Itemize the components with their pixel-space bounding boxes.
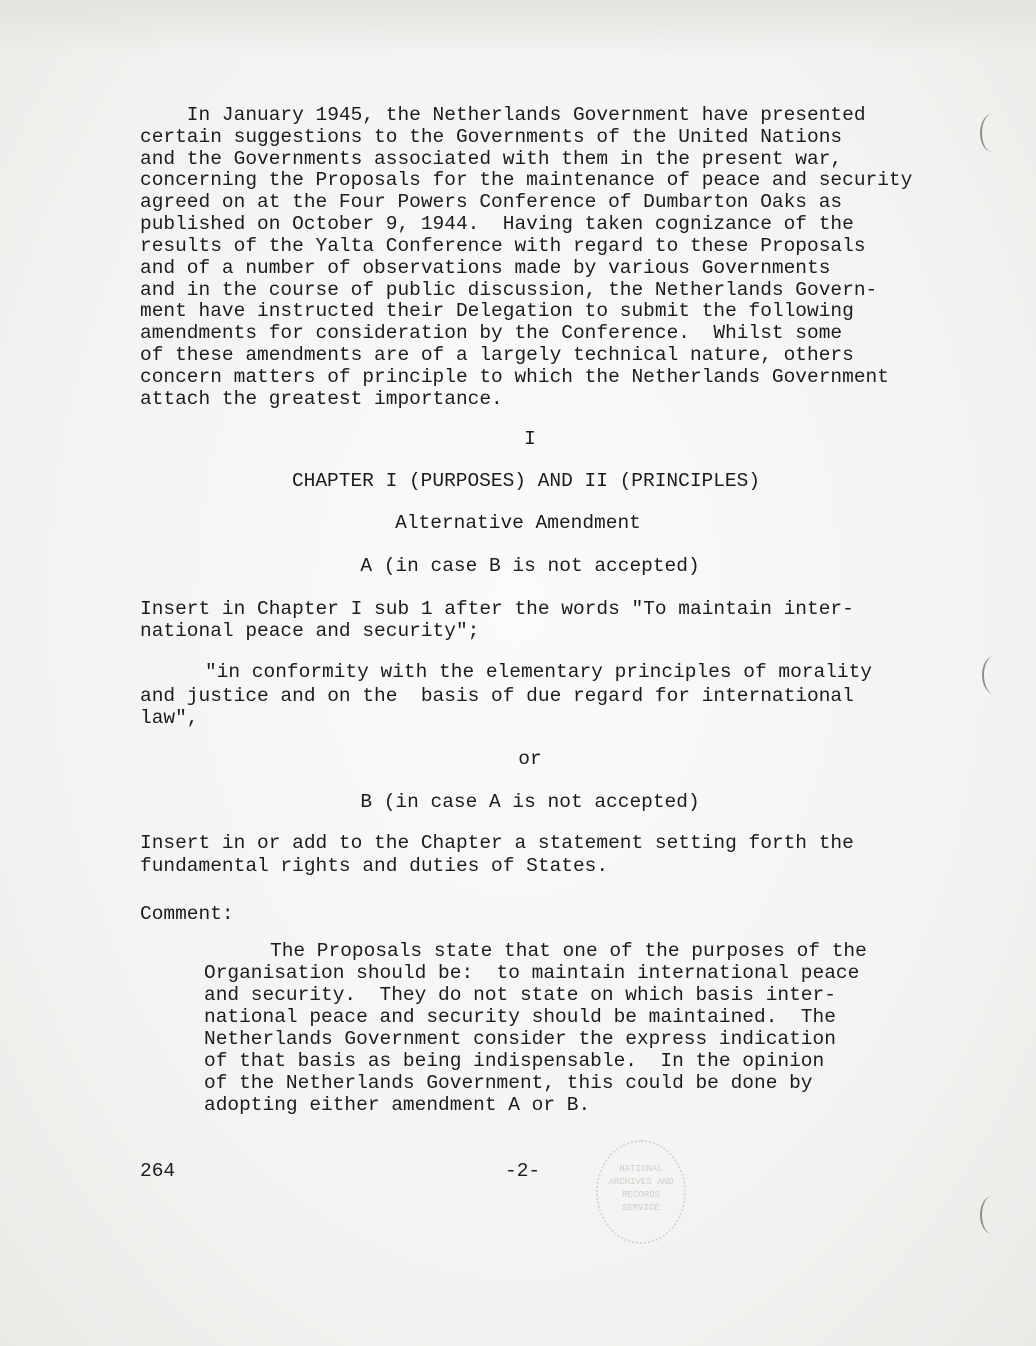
intro-line: and of a number of observations made by various Governments — [140, 257, 831, 279]
intro-line: concern matters of principle to which the Netherlands Government — [140, 366, 889, 388]
intro-line: ment have instructed their Delegation to submit the following — [140, 300, 854, 322]
quote-line: law", — [140, 707, 199, 729]
comment-line: Netherlands Government consider the express indication — [204, 1028, 836, 1050]
comment-line: of the Netherlands Government, this could be done by — [204, 1072, 813, 1094]
intro-line: published on October 9, 1944. Having taken cognizance of the — [140, 213, 854, 235]
section-numeral: I — [524, 428, 536, 450]
page-number: -2- — [505, 1160, 541, 1182]
stamp-text: SERVICE — [622, 1203, 660, 1213]
intro-line: In January 1945, the Netherlands Government have presented — [140, 104, 866, 126]
stamp-text: RECORDS — [622, 1190, 660, 1200]
stamp-text: NATIONAL — [619, 1164, 663, 1174]
intro-line: amendments for consideration by the Conference. Whilst some — [140, 322, 843, 344]
insert-b-line: fundamental rights and duties of States. — [140, 855, 609, 877]
stamp-text: ARCHIVES AND — [608, 1177, 674, 1187]
insert-a-line: Insert in Chapter I sub 1 after the words "To maintain inter- — [140, 598, 854, 620]
footer-number: 264 — [140, 1160, 176, 1182]
comment-line: national peace and security should be maintained. The — [204, 1006, 836, 1028]
intro-line: attach the greatest importance. — [140, 388, 503, 410]
insert-b-line: Insert in or add to the Chapter a statement setting forth the — [140, 832, 854, 854]
quote-line: "in conformity with the elementary principles of morality — [205, 661, 873, 683]
intro-line: and the Governments associated with them in the present war, — [140, 148, 843, 170]
binder-hole-mark — [980, 1196, 1004, 1234]
intro-line: agreed on at the Four Powers Conference of Dumbarton Oaks as — [140, 191, 843, 213]
intro-line: and in the course of public discussion, the Netherlands Govern- — [140, 279, 878, 301]
scan-shadow — [0, 0, 1036, 55]
or-text: or — [518, 748, 542, 770]
subheading: Alternative Amendment — [395, 512, 641, 534]
comment-line: of that basis as being indispensable. In the opinion — [204, 1050, 825, 1072]
insert-a-line: national peace and security"; — [140, 620, 480, 642]
comment-label: Comment: — [140, 903, 234, 925]
comment-line: adopting either amendment A or B. — [204, 1094, 591, 1116]
quote-line: and justice and on the basis of due regard for international — [140, 685, 854, 707]
binder-hole-mark — [982, 656, 1006, 694]
intro-line: results of the Yalta Conference with regard to these Proposals — [140, 235, 866, 257]
binder-hole-mark — [980, 114, 1004, 152]
archive-stamp — [596, 1140, 686, 1244]
option-b-heading: B (in case A is not accepted) — [360, 791, 700, 813]
intro-line: concerning the Proposals for the maintenance of peace and security — [140, 169, 913, 191]
comment-line: The Proposals state that one of the purposes of the — [270, 940, 867, 962]
chapter-heading: CHAPTER I (PURPOSES) AND II (PRINCIPLES) — [291, 470, 761, 492]
intro-line: certain suggestions to the Governments of the United Nations — [140, 126, 843, 148]
option-a-heading: A (in case B is not accepted) — [360, 555, 700, 577]
comment-line: and security. They do not state on which basis inter- — [204, 984, 836, 1006]
intro-line: of these amendments are of a largely technical nature, others — [140, 344, 854, 366]
comment-line: Organisation should be: to maintain international peace — [204, 962, 860, 984]
